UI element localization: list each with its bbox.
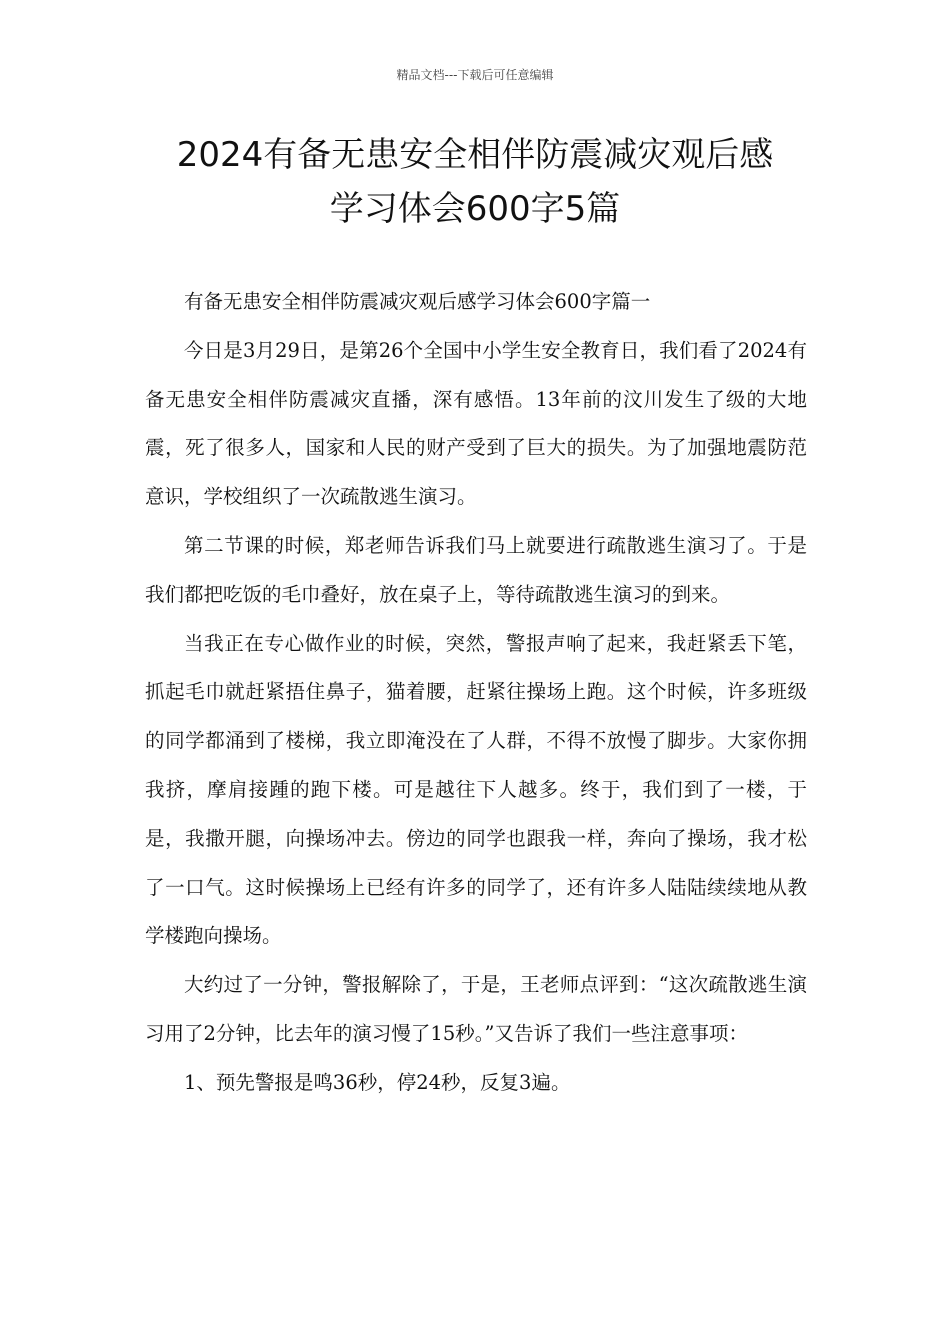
document-title (100, 128, 850, 236)
list-item: 1、预先警报是鸣36秒，停24秒，反复3遍。 (184, 1070, 571, 1094)
title-line-2: 学习体会600字5篇 (329, 189, 621, 229)
body-paragraph: 大约过了一分钟，警报解除了，于是，王老师点评到：“这次疏散逃生演习用了2分钟，比去年的演习慢了15秒。”又告诉了我们一些注意事项： (145, 973, 807, 1045)
body-paragraph: 今日是3月29日，是第26个全国中小学生安全教育日，我们看了2024有备无患安全相伴防震减灾直播，深有感悟。13年前的汶川发生了级的大地震，死了很多人，国家和人民的财产受到了巨大的损失。为了加强地震防范意识，学校组织了一次疏散逃生演习。 (145, 338, 807, 509)
body-paragraph: 当我正在专心做作业的时候，突然，警报声响了起来，我赶紧丢下笔，抓起毛巾就赶紧捂住鼻子，猫着腰，赶紧往操场上跑。这个时候，许多班级的同学都涌到了楼梯，我立即淹没在了人群，不得不放慢了脚步。大家你拥我挤，摩肩接踵的跑下楼。可是越往下人越多。终于，我们到了一楼，于是，我撒开腿，向操场冲去。傍边的同学也跟我一样，奔向了操场，我才松了一口气。这时候操场上已经有许多的同学了，还有许多人陆陆续续地从教学楼跑向操场。 (145, 631, 807, 948)
title-line-1: 2024有备无患安全相伴防震减灾观后感 (176, 135, 774, 175)
body-paragraph: 第二节课的时候，郑老师告诉我们马上就要进行疏散逃生演习了。于是我们都把吃饭的毛巾叠好，放在桌子上，等待疏散逃生演习的到来。 (145, 533, 807, 606)
document-body (145, 278, 807, 1108)
page-header: 精品文档---下载后可任意编辑 (396, 68, 554, 82)
section-heading: 有备无患安全相伴防震减灾观后感学习体会600字篇一 (184, 290, 651, 313)
